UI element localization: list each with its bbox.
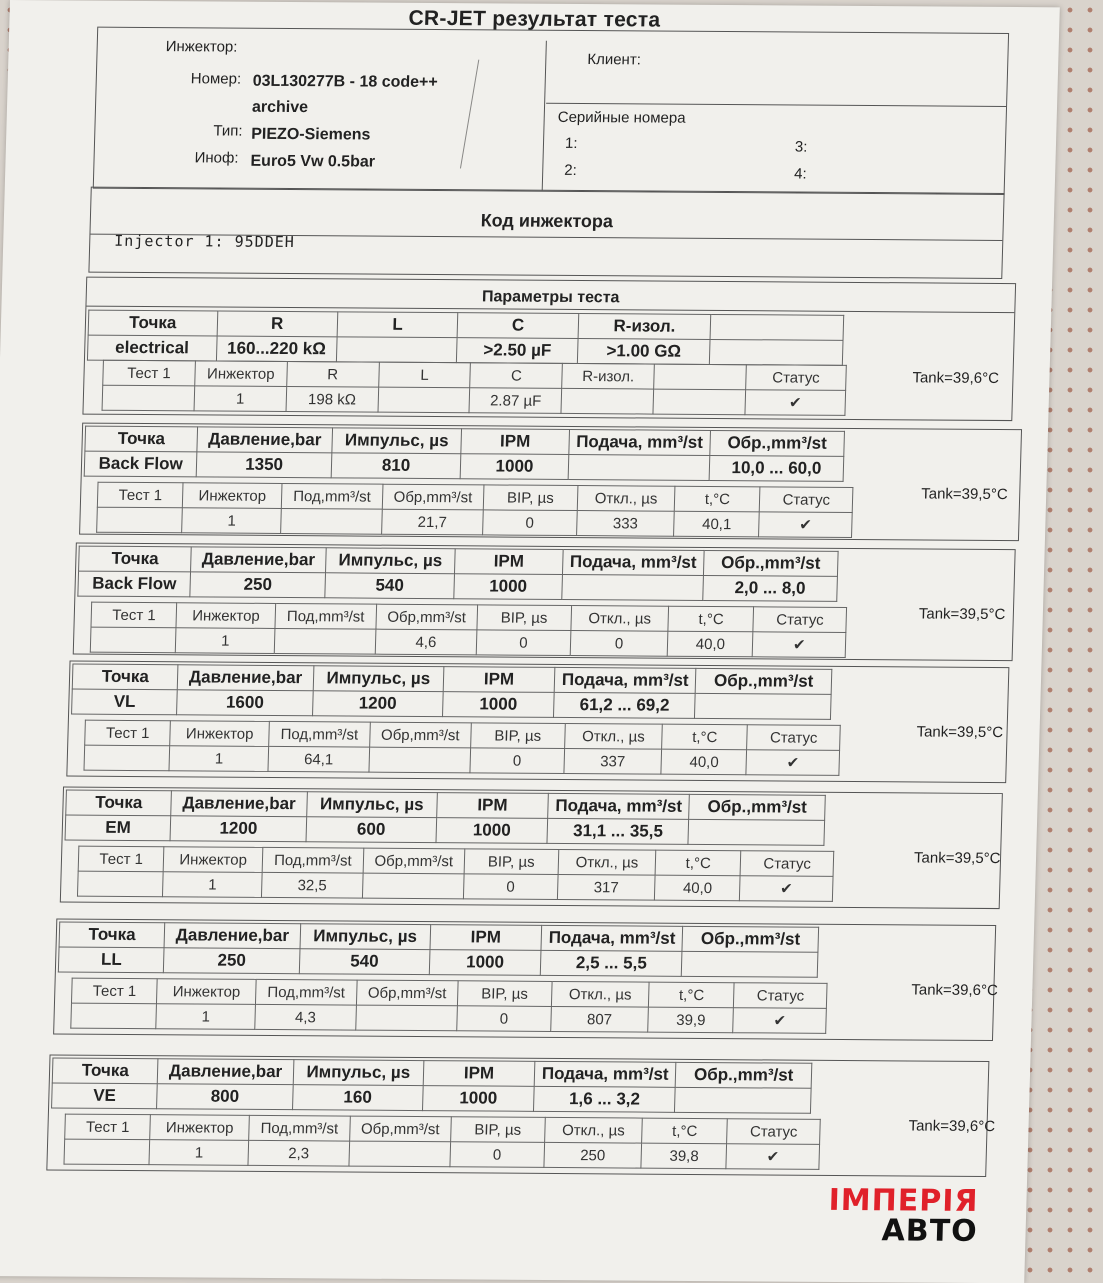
serial-3: 3: [794, 138, 808, 156]
cell [568, 454, 710, 480]
cell: Импульс, µs [325, 548, 455, 574]
cell: IPM [443, 667, 555, 693]
cell: Откл., µs [571, 606, 669, 632]
cell: 250 [164, 948, 300, 974]
cell [64, 1139, 150, 1165]
cell: t,°C [674, 486, 760, 512]
cell: 1350 [196, 452, 331, 478]
cell: 2,0 ... 8,0 [703, 575, 838, 601]
cell: 40,0 [655, 875, 741, 901]
cell [561, 388, 654, 414]
electrical-result-row [102, 385, 846, 415]
cell [274, 628, 376, 654]
cell: 31,1 ... 35,5 [547, 818, 689, 844]
cell: t,°C [662, 724, 748, 750]
cell: Точка [79, 546, 192, 572]
result-value-row [84, 745, 840, 775]
logo-line-2: АВТО [881, 1213, 979, 1249]
cell: 810 [331, 453, 461, 479]
cell: 1 [163, 872, 262, 898]
test-section [66, 661, 1009, 784]
tank-temperature: Tank=39,6°C [911, 981, 999, 1000]
number-value-2: archive [251, 98, 309, 117]
result-value-row [64, 1139, 820, 1169]
cell: Подача, mm³/st [548, 793, 690, 819]
cell: BIP, µs [464, 849, 559, 875]
cell: 0 [476, 630, 571, 656]
cell: Давление,bar [158, 1059, 294, 1085]
test-result-table [70, 978, 827, 1034]
cell: 807 [550, 1006, 648, 1032]
tank-temperature: Tank=39,5°C [916, 723, 1004, 742]
cell [102, 385, 195, 411]
cell [654, 364, 747, 390]
params-box [82, 277, 1016, 421]
cell: L [337, 312, 458, 338]
cell: 337 [564, 748, 662, 774]
cell: Давление,bar [171, 791, 307, 817]
cell: 39,8 [641, 1143, 727, 1169]
cell: 61,2 ... 69,2 [554, 692, 696, 718]
cell: 1000 [436, 818, 548, 844]
cell: t,°C [649, 982, 735, 1008]
cell [336, 337, 457, 363]
cell [710, 339, 843, 365]
cell: R-изол. [562, 363, 655, 389]
cell: 1000 [429, 950, 541, 976]
cell: Обр.,mm³/st [682, 926, 818, 952]
test-main-table [84, 426, 845, 482]
code-header: Код инжектора [480, 210, 614, 232]
cell: Подача, mm³/st [554, 667, 696, 693]
tank-temperature: Tank=39,5°C [918, 605, 1006, 624]
cell [77, 871, 163, 897]
result-value-row [90, 627, 846, 657]
tank-temperature: Tank=39,6°C [912, 369, 1000, 387]
serial-4: 4: [793, 165, 807, 183]
cell [695, 693, 831, 719]
cell: R-изол. [578, 314, 711, 340]
info-value: Euro5 Vw 0.5bar [250, 152, 376, 171]
serials-label: Серийные номера [557, 108, 686, 127]
test-result-table [96, 482, 853, 538]
cell: 10,0 ... 60,0 [709, 455, 844, 481]
cell: 333 [576, 511, 674, 537]
cell: Обр.,mm³/st [703, 550, 838, 576]
cell: L [378, 362, 471, 388]
injector-label: Инжектор: [165, 38, 238, 56]
cell: 0 [570, 631, 668, 657]
cell [71, 1003, 157, 1029]
injector-info-box [93, 27, 1009, 195]
cell: EM [65, 815, 171, 841]
cell: 1,6 ... 3,2 [534, 1086, 676, 1112]
result-value-row [77, 871, 833, 901]
cell: Под,mm³/st [275, 603, 377, 629]
logo-line-1: ІМПЕРІЯ [828, 1182, 979, 1219]
test-section [79, 423, 1022, 542]
cell: Точка [66, 790, 172, 816]
cell [675, 1087, 811, 1113]
cell: Точка [72, 664, 178, 690]
cell: 2.87 µF [469, 388, 562, 414]
cell: BIP, µs [457, 981, 552, 1007]
cell: Импульс, µs [332, 428, 462, 454]
client-divider [546, 103, 1006, 107]
cell [682, 951, 818, 977]
cell: Импульс, µs [293, 1060, 424, 1086]
cell: Инжектор [164, 847, 263, 873]
cell: Обр.,mm³/st [696, 668, 832, 694]
cell: Инжектор [170, 721, 269, 747]
cell: 0 [450, 1142, 545, 1168]
client-label: Клиент: [587, 51, 642, 69]
cell: 1200 [312, 691, 443, 717]
test-value-row [78, 571, 838, 601]
cell: BIP, µs [477, 605, 572, 631]
cell: C [470, 363, 563, 389]
cell: Под,mm³/st [281, 483, 383, 509]
cell: 32,5 [261, 872, 363, 898]
cell: 0 [457, 1006, 552, 1032]
test-result-table [77, 846, 834, 902]
cell: Под,mm³/st [249, 1115, 351, 1141]
cell: 1 [194, 386, 287, 412]
cell [84, 745, 170, 771]
cell: Откл., µs [544, 1117, 642, 1143]
cell: Под,mm³/st [269, 721, 371, 747]
cell: 2,5 ... 5,5 [540, 950, 682, 976]
result-value-row [97, 507, 853, 537]
cell: Тест 1 [71, 978, 157, 1004]
info-label: Иноф: [194, 149, 239, 167]
cell: VL [72, 689, 178, 715]
cell: Импульс, µs [306, 792, 437, 818]
serial-1: 1: [564, 134, 578, 152]
cell [90, 627, 176, 653]
number-value: 03L130277B - 18 code++ [252, 72, 438, 91]
status-check-icon: ✔ [753, 632, 846, 658]
cell [356, 1005, 458, 1031]
test-value-row [84, 451, 844, 481]
cell: Давление,bar [191, 547, 326, 573]
cell: 40,1 [674, 511, 760, 537]
cell: 1 [182, 508, 281, 534]
injector-code-box [88, 187, 1004, 279]
type-label: Тип: [213, 122, 243, 140]
cell: Подача, mm³/st [569, 429, 711, 455]
cell: R [217, 311, 338, 337]
cell: >2.50 µF [457, 338, 578, 364]
injector-code-value: Injector 1: 95DDEH [114, 231, 296, 252]
cell: Откл., µs [577, 486, 675, 512]
cell: t,°C [655, 850, 741, 876]
cell: LL [58, 947, 164, 973]
cell: C [457, 313, 578, 339]
tank-temperature: Tank=39,6°C [908, 1117, 996, 1136]
test-result-table [90, 602, 847, 658]
test-section [46, 1054, 996, 1177]
cell: Точка [85, 426, 198, 452]
cell: 1200 [170, 816, 306, 842]
brand-logo [827, 1182, 979, 1249]
cell: Давление,bar [197, 427, 332, 453]
cell: 21,7 [381, 509, 483, 535]
cell: IPM [461, 429, 569, 455]
cell: Статус [727, 1119, 820, 1145]
tank-temperature: Tank=39,5°C [920, 485, 1008, 504]
cell: 0 [470, 748, 565, 774]
cell: Статус [760, 487, 853, 513]
cell: R [286, 361, 379, 387]
cell: Подача, mm³/st [541, 925, 683, 951]
cell [710, 314, 843, 340]
electrical-result-table [102, 360, 847, 416]
cell [378, 387, 471, 413]
cell: Подача, mm³/st [562, 549, 704, 575]
cell: Инжектор [183, 483, 282, 509]
cell: Обр,mm³/st [382, 484, 484, 510]
cell: Подача, mm³/st [534, 1061, 676, 1087]
cell: 4,6 [375, 629, 477, 655]
cell: Инжектор [195, 361, 288, 387]
cell: Обр,mm³/st [376, 604, 478, 630]
cell: Back Flow [84, 451, 197, 477]
test-section [53, 918, 999, 1041]
cell: Тест 1 [97, 482, 183, 508]
cell: 540 [325, 573, 455, 599]
status-check-icon: ✔ [733, 1008, 826, 1034]
cell: 1000 [422, 1086, 534, 1112]
cell [97, 507, 183, 533]
cell: 1 [169, 746, 268, 772]
cell: Обр.,mm³/st [689, 794, 825, 820]
cell: IPM [437, 793, 549, 819]
cell: Откл., µs [551, 981, 649, 1007]
cell: 39,9 [648, 1007, 734, 1033]
test-section [60, 787, 1003, 910]
cell: 1000 [442, 692, 554, 718]
status-check-icon: ✔ [726, 1144, 819, 1170]
test-main-table [58, 922, 819, 978]
cell [369, 747, 471, 773]
header-divider [542, 41, 547, 191]
cell: BIP, µs [450, 1117, 545, 1143]
cell: Обр.,mm³/st [710, 430, 845, 456]
cell: t,°C [642, 1118, 728, 1144]
cell: 1600 [177, 690, 313, 716]
cell: Откл., µs [558, 849, 656, 875]
status-check-icon: ✔ [740, 876, 833, 902]
cell [281, 508, 383, 534]
number-label: Номер: [190, 70, 242, 88]
cell: 40,0 [667, 631, 753, 657]
cell: 800 [157, 1084, 293, 1110]
cell: 250 [544, 1142, 642, 1168]
test-main-table [51, 1057, 812, 1113]
test-main-table [65, 790, 826, 846]
test-main-table [71, 664, 832, 720]
cell: 198 kΩ [286, 386, 379, 412]
cell [362, 873, 464, 899]
params-header: Параметры теста [481, 288, 620, 307]
document-title: CR-JET результат теста [408, 6, 661, 32]
serial-2: 2: [564, 161, 578, 179]
cell: Давление,bar [164, 923, 300, 949]
status-check-icon: ✔ [759, 512, 852, 538]
cell: 160 [292, 1085, 423, 1111]
cell: BIP, µs [471, 723, 566, 749]
cell: BIP, µs [483, 485, 578, 511]
test-result-table [63, 1114, 820, 1170]
status-check-icon: ✔ [745, 390, 846, 416]
cell: t,°C [668, 606, 754, 632]
cell: Точка [88, 310, 217, 336]
cell: Обр,mm³/st [356, 980, 458, 1006]
cell: VE [52, 1083, 158, 1109]
cell: 1 [156, 1004, 255, 1030]
test-section [73, 543, 1016, 662]
cell: Обр,mm³/st [363, 848, 465, 874]
electrical-main-table [87, 310, 844, 366]
cell: Точка [52, 1058, 158, 1084]
test-value-row [58, 947, 818, 977]
cell: 540 [299, 949, 430, 975]
cell: 1 [149, 1140, 248, 1166]
cell: Обр.,mm³/st [676, 1062, 812, 1088]
cell [688, 819, 824, 845]
cell: Статус [753, 607, 846, 633]
cell: Статус [741, 851, 834, 877]
cell: 1 [176, 628, 275, 654]
cell: 2,3 [248, 1140, 350, 1166]
cell: Под,mm³/st [262, 847, 364, 873]
cell: IPM [430, 925, 542, 951]
cell: electrical [87, 335, 216, 361]
cell: Импульс, µs [313, 666, 444, 692]
cell: Инжектор [176, 603, 275, 629]
cell: IPM [455, 549, 563, 575]
cell: Тест 1 [65, 1114, 151, 1140]
cell: 317 [557, 874, 655, 900]
cell: Инжектор [150, 1115, 249, 1141]
test-value-row [52, 1083, 812, 1113]
cell: Back Flow [78, 571, 191, 597]
cell [653, 389, 746, 415]
cell: 1000 [454, 574, 562, 600]
cell: Тест 1 [85, 720, 171, 746]
cell: 250 [190, 572, 325, 598]
cell: 4,3 [255, 1004, 357, 1030]
cell: 600 [306, 817, 437, 843]
cell: Давление,bar [178, 665, 314, 691]
test-value-row [65, 815, 825, 845]
test-main-table [77, 546, 838, 602]
cell [562, 574, 704, 600]
cell: Точка [59, 922, 165, 948]
cell: Инжектор [157, 979, 256, 1005]
cell: >1.00 GΩ [577, 339, 710, 365]
cell: Тест 1 [103, 360, 196, 386]
status-check-icon: ✔ [746, 750, 839, 776]
cell: Статус [746, 365, 847, 391]
cell: Статус [747, 725, 840, 751]
type-value: PIEZO-Siemens [251, 125, 371, 144]
cell: 1000 [460, 454, 568, 480]
cell: 0 [463, 874, 558, 900]
cell: 0 [482, 510, 577, 536]
cell: Под,mm³/st [255, 979, 357, 1005]
cell: Импульс, µs [300, 924, 431, 950]
cell: Статус [734, 983, 827, 1009]
cell: Обр,mm³/st [369, 722, 471, 748]
cell: Откл., µs [564, 723, 662, 749]
cell: 40,0 [661, 749, 747, 775]
test-value-row [72, 689, 832, 719]
cell: 64,1 [268, 746, 370, 772]
result-value-row [71, 1003, 827, 1033]
cell: Тест 1 [91, 602, 177, 628]
cell: Тест 1 [78, 846, 164, 872]
cell: Обр,mm³/st [349, 1116, 451, 1142]
cell [349, 1141, 451, 1167]
test-result-table [83, 720, 840, 776]
tank-temperature: Tank=39,5°C [913, 849, 1001, 868]
cell: 160...220 kΩ [216, 336, 337, 362]
cell: IPM [423, 1061, 535, 1087]
